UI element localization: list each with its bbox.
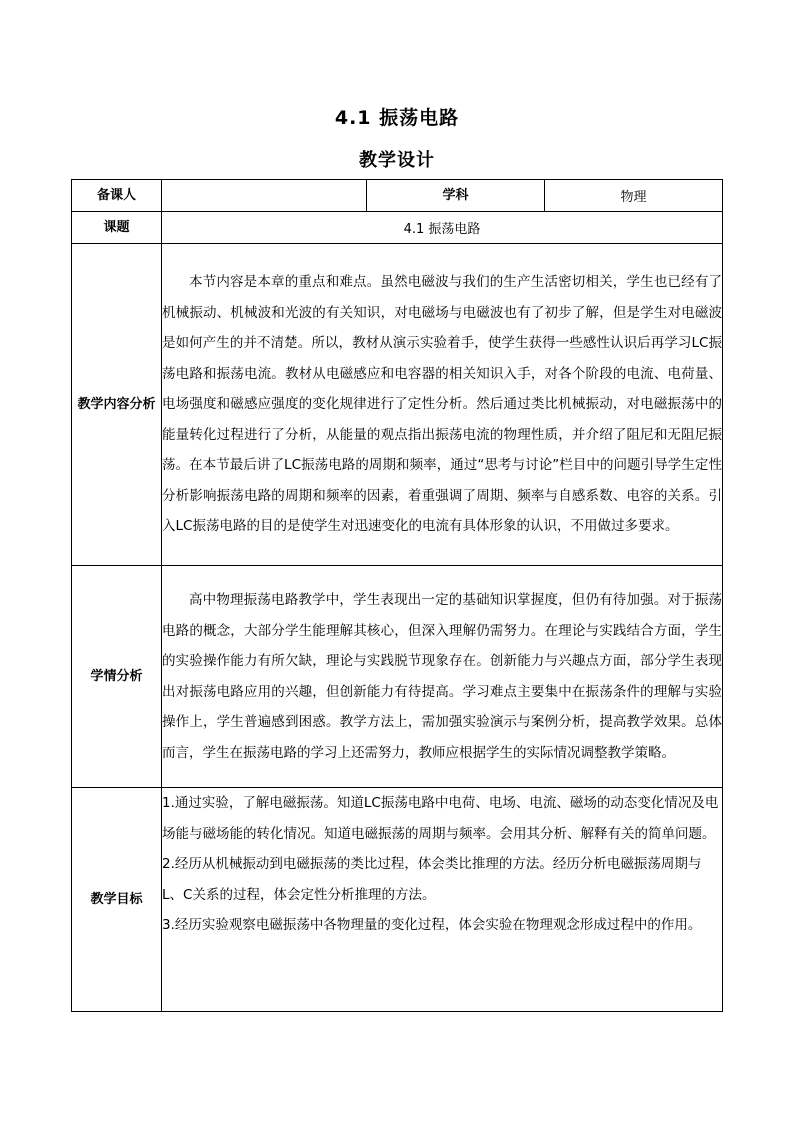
topic-value: 4.1 振荡电路 xyxy=(162,212,723,244)
student-analysis-text: 高中物理振荡电路教学中，学生表现出一定的基础知识掌握度，但仍有待加强。对于振荡电路的概念，大部分学生能理解其核心，但深入理解仍需努力。在理论与实践结合方面，学生的实验操作能力有所欠缺，理论与实践脱节现象存在。创新能力与兴趣点方面，部分学生表现出对振荡电路应用的兴趣，但创新能力有待提高。学习难点主要集中在振荡条件的理解与实验操作上，学生普遍感到困惑。教学方法上，需加强实验演示与案例分析，提高教学效果。总体而言，学生在振荡电路的学习上还需努力，教师应根据学生的实际情况调整教学策略。 xyxy=(162,592,722,761)
content-analysis-row xyxy=(72,244,723,566)
teaching-goals-label: 教学目标 xyxy=(72,788,162,1012)
teaching-goals-row xyxy=(72,788,723,1012)
teaching-goal-item: 1.通过实验，了解电磁振荡。知道LC振荡电路中电荷、电场、电流、磁场的动态变化情况及电场能与磁场能的转化情况。知道电磁振荡的周期与频率。会用其分析、解释有关的简单问题。 xyxy=(162,795,719,842)
document-title: 4.1 振荡电路 xyxy=(334,107,460,129)
subject-value: 物理 xyxy=(545,180,723,212)
preparer-label: 备课人 xyxy=(72,180,162,212)
student-analysis-cell xyxy=(162,566,723,788)
student-analysis-row xyxy=(72,566,723,788)
topic-row xyxy=(72,212,723,244)
teaching-goal-item: 2.经历从机械振动到电磁振荡的类比过程，体会类比推理的方法。经历分析电磁振荡周期与L、C关系的过程，体会定性分析推理的方法。 xyxy=(162,856,702,903)
header-row xyxy=(72,180,723,212)
teaching-goal-item: 3.经历实验观察电磁振荡中各物理量的变化过程，体会实验在物理观念形成过程中的作用。 xyxy=(162,917,702,933)
preparer-value xyxy=(162,180,367,212)
content-analysis-label: 教学内容分析 xyxy=(72,244,162,566)
topic-label: 课题 xyxy=(72,212,162,244)
student-analysis-label: 学情分析 xyxy=(72,566,162,788)
content-analysis-text: 本节内容是本章的重点和难点。虽然电磁波与我们的生产生活密切相关，学生也已经有了机械振动、机械波和光波的有关知识，对电磁场与电磁波也有了初步了解，但是学生对电磁波是如何产生的并不清楚。所以，教材从演示实验着手，使学生获得一些感性认识后再学习LC振荡电路和振荡电流。教材从电磁感应和电容器的相关知识入手，对各个阶段的电流、电荷量、电场强度和磁感应强度的变化规律进行了定性分析。然后通过类比机械振动，对电磁振荡中的能量转化过程进行了分析，从能量的观点指出振荡电流的物理性质，并介绍了阻尼和无阻尼振荡。在本节最后讲了LC振荡电路的周期和频率，通过“思考与讨论”栏目中的问题引导学生定性分析影响振荡电路的周期和频率的因素，着重强调了周期、频率与自感系数、电容的关系。引入LC振荡电路的目的是使学生对迅速变化的电流有具体形象的认识，不用做过多要求。 xyxy=(162,274,722,535)
content-analysis-cell xyxy=(162,244,723,566)
subject-label: 学科 xyxy=(367,180,545,212)
lesson-plan-table xyxy=(71,179,723,1012)
teaching-goals-cell xyxy=(162,788,723,1012)
document-subtitle: 教学设计 xyxy=(359,150,435,171)
